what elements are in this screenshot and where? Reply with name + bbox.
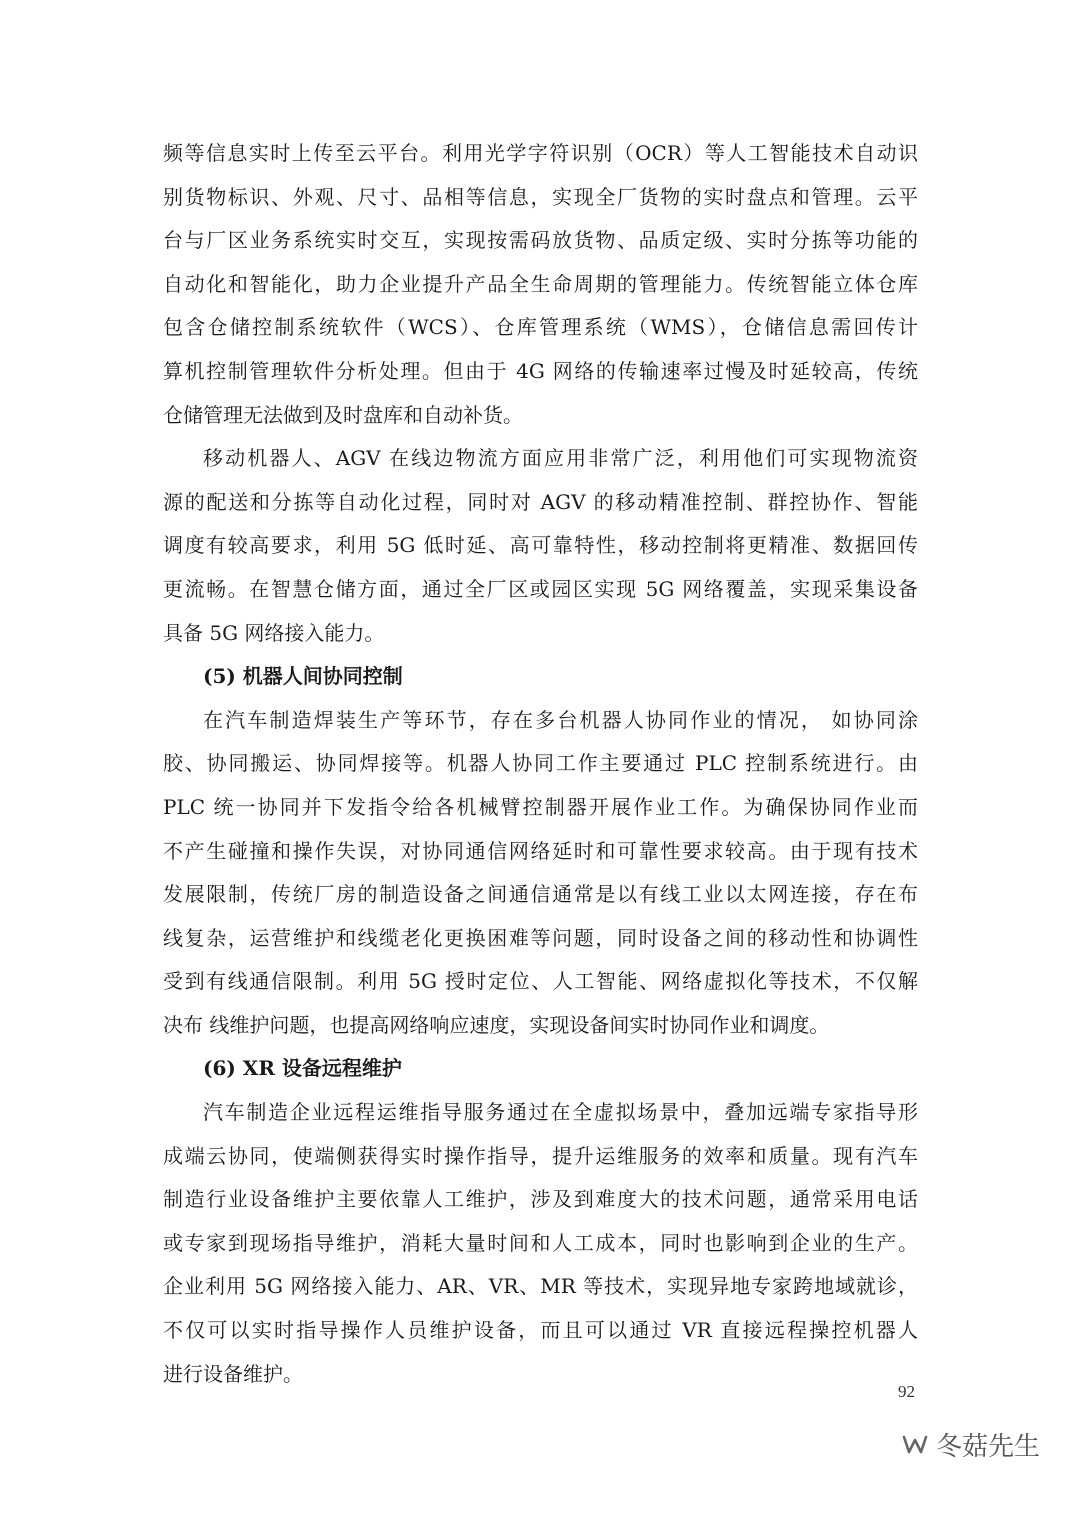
text-line: 移动机器人、AGV 在线边物流方面应用非常广泛，利用他们可实现物流资 — [203, 446, 918, 471]
text-line: 受到有线通信限制。利用 5G 授时定位、人工智能、网络虚拟化等技术，不仅解 — [163, 969, 918, 994]
text-line: 不仅可以实时指导操作人员维护设备，而且可以通过 VR 直接远程操控机器人 — [163, 1318, 918, 1343]
document-body — [163, 132, 918, 1396]
text-line: 算机控制管理软件分析处理。但由于 4G 网络的传输速率过慢及时延较高，传统 — [163, 358, 918, 383]
wechat-channel-icon — [900, 1433, 930, 1457]
page-number: 92 — [898, 1382, 915, 1401]
text-line: 成端云协同，使端侧获得实时操作指导，提升运维服务的效率和质量。现有汽车 — [163, 1143, 918, 1168]
text-line: 线复杂，运营维护和线缆老化更换困难等问题，同时设备之间的移动性和协调性 — [163, 925, 918, 950]
text-line: 进行设备维护。 — [163, 1361, 303, 1386]
text-line: 发展限制，传统厂房的制造设备之间通信通常是以有线工业以太网连接，存在布 — [163, 882, 918, 907]
watermark-text: 冬菇先生 — [936, 1432, 1041, 1462]
section-heading: (6) XR 设备远程维护 — [203, 1056, 402, 1081]
text-line: 胶、协同搬运、协同焊接等。机器人协同工作主要通过 PLC 控制系统进行。由 — [163, 751, 918, 776]
text-line: 汽车制造企业远程运维指导服务通过在全虚拟场景中，叠加远端专家指导形 — [203, 1100, 918, 1125]
text-line: PLC 统一协同并下发指令给各机械臂控制器开展作业工作。为确保协同作业而 — [163, 794, 918, 819]
text-line: 更流畅。在智慧仓储方面，通过全厂区或园区实现 5G 网络覆盖，实现采集设备 — [163, 576, 918, 601]
text-line: 在汽车制造焊装生产等环节，存在多台机器人协同作业的情况， 如协同涂 — [203, 707, 918, 732]
text-line: 包含仓储控制系统软件（WCS）、仓库管理系统（WMS），仓储信息需回传计 — [163, 315, 918, 340]
text-line: 仓储管理无法做到及时盘库和自动补货。 — [163, 402, 523, 427]
text-line: 企业利用 5G 网络接入能力、AR、VR、MR 等技术，实现异地专家跨地域就诊， — [163, 1274, 918, 1299]
text-line: 制造行业设备维护主要依靠人工维护，涉及到难度大的技术问题，通常采用电话 — [163, 1187, 918, 1212]
text-line: 自动化和智能化，助力企业提升产品全生命周期的管理能力。传统智能立体仓库 — [163, 271, 918, 296]
text-line: 源的配送和分拣等自动化过程，同时对 AGV 的移动精准控制、群控协作、智能 — [163, 489, 918, 514]
text-line: 决布 线维护问题，也提高网络响应速度，实现设备间实时协同作业和调度。 — [163, 1012, 830, 1037]
text-line: 或专家到现场指导维护，消耗大量时间和人工成本，同时也影响到企业的生产。 — [163, 1230, 918, 1255]
text-line: 台与厂区业务系统实时交互，实现按需码放货物、品质定级、实时分拣等功能的 — [163, 228, 918, 253]
text-line: 别货物标识、外观、尺寸、品相等信息，实现全厂货物的实时盘点和管理。云平 — [163, 184, 918, 209]
text-line: 不产生碰撞和操作失误，对协同通信网络延时和可靠性要求较高。由于现有技术 — [163, 838, 918, 863]
text-line: 调度有较高要求，利用 5G 低时延、高可靠特性，移动控制将更精准、数据回传 — [163, 533, 918, 558]
section-heading: (5) 机器人间协同控制 — [203, 664, 403, 689]
text-line: 频等信息实时上传至云平台。利用光学字符识别（OCR）等人工智能技术自动识 — [163, 141, 918, 165]
watermark — [900, 1426, 1040, 1463]
text-line: 具备 5G 网络接入能力。 — [163, 620, 385, 645]
